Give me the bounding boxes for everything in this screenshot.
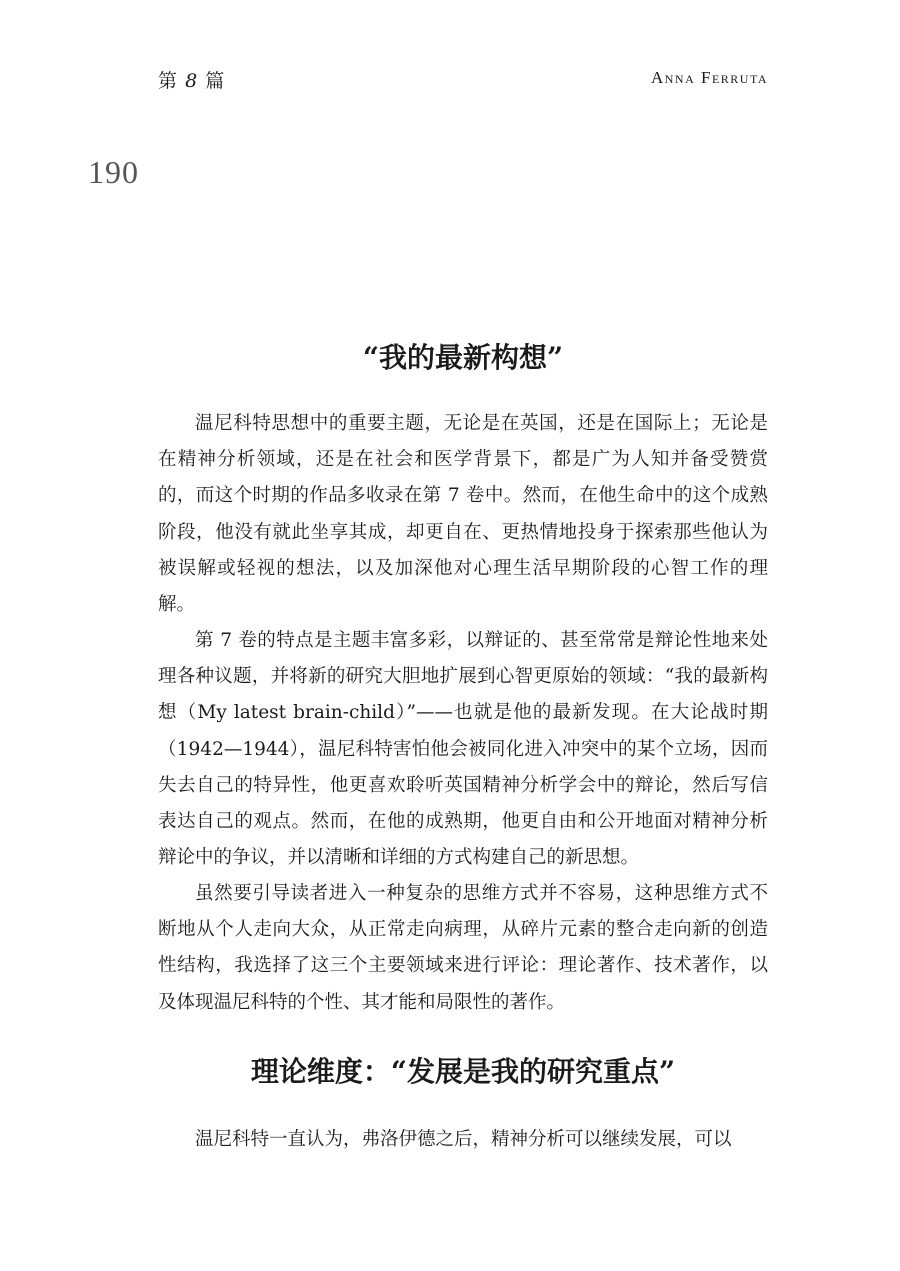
- chapter-prefix: 第: [158, 70, 179, 92]
- running-header-chapter: [158, 66, 225, 93]
- section-title-latest-brain-child: “我的最新构想”: [362, 341, 564, 374]
- body-paragraph: 第 7 卷的特点是主题丰富多彩，以辩证的、甚至常常是辩论性地来处理各种议题，并将新的研究大胆地扩展到心智更原始的领域：“我的最新构想（My latest brain-child）”——也就是他的最新发现。在大论战时期（1942—1944），温尼科特害怕他会被同化进入冲突中的某个立场，因而失去自己的特异性，他更喜欢聆听英国精神分析学会中的辩论，然后写信表达自己的观点。然而，在他的成熟期，他更自由和公开地面对精神分析辩论中的争议，并以清晰和详细的方式构建自己的新思想。: [158, 630, 768, 869]
- body-paragraph: 温尼科特思想中的重要主题，无论是在英国，还是在国际上；无论是在精神分析领域，还是在社会和医学背景下，都是广为人知并备受赞赏的，而这个时期的作品多收录在第 7 卷中。然而，在他生命中的这个成熟阶段，他没有就此坐享其成，却更自在、更热情地投身于探索那些他认为被误解或轻视的想法，以及加深他对心理生活早期阶段的心智工作的理解。: [158, 413, 768, 616]
- chapter-suffix: 篇: [205, 70, 226, 92]
- body-paragraph: 虽然要引导读者进入一种复杂的思维方式并不容易，这种思维方式不断地从个人走向大众，从正常走向病理，从碎片元素的整合走向新的创造性结构，我选择了这三个主要领域来进行评论：理论著作、技术著作，以及体现温尼科特的个性、其才能和局限性的著作。: [158, 883, 768, 1013]
- body-paragraph: 温尼科特一直认为，弗洛伊德之后，精神分析可以继续发展，可以: [195, 1129, 732, 1150]
- section-title-theoretical-dimension: 理论维度：“发展是我的研究重点”: [250, 1055, 676, 1088]
- chapter-number: 8: [185, 70, 199, 92]
- running-header-author: Anna Ferruta: [650, 68, 768, 87]
- page-number: 190: [88, 154, 139, 190]
